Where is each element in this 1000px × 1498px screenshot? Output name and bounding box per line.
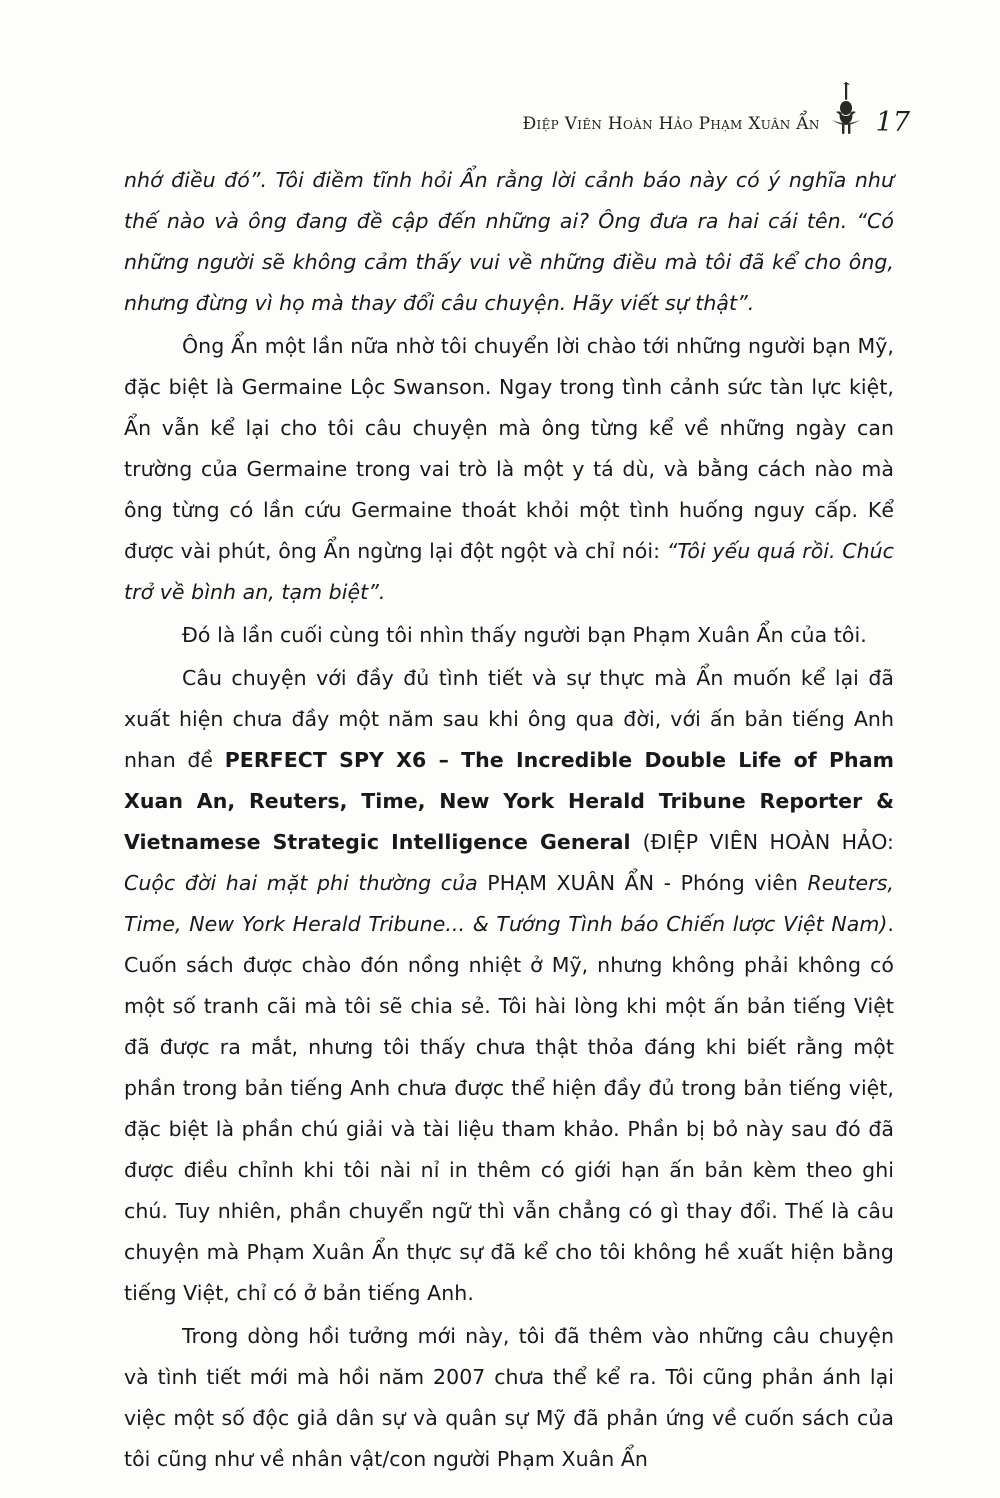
text-run: Cuộc đời hai mặt phi thường của [124,871,488,895]
text-run: (ĐIỆP VIÊN HOÀN HẢO: [642,830,894,854]
text-run: Ông Ẩn một lần nữa nhờ tôi chuyển lời chào tới những người bạn Mỹ, đặc biệt là Germaine Lộc Swanson. Ngay trong tình cảnh sức tàn lực kiệt, Ẩn vẫn kể lại cho tôi câu chuyện mà ông từng kể về những ngày can trường của Germaine trong vai trò là một y tá dù, và bằng cách nào mà ông từng có lần cứu Germaine thoát khỏi một tình huống nguy cấp. Kể được vài phút, ông Ẩn ngừng lại đột ngột và chỉ nói: [124,334,894,563]
text-run: PERFECT SPY X6 – The Incredible Double Life of Pham Xuan An, Reuters, Time, New York Herald Tribune Reporter & Vietnamese Strategic Intelligence General [124,748,894,854]
decorative-figure-ornament-icon [830,80,864,138]
text-run: Reuters, Time, New York Herald Tribune... & Tướng Tình báo Chiến lược Việt Nam) [124,871,894,936]
paragraph [124,658,894,1314]
header-book-title: Điệp Viên Hoàn Hảo Phạm Xuân Ẩn [522,114,820,134]
paragraph [124,615,894,656]
text-run: Trong dòng hồi tưởng mới này, tôi đã thêm vào những câu chuyện và tình tiết mới mà hồi năm 2007 chưa thể kể ra. Tôi cũng phản ánh lại việc một số độc giả dân sự và quân sự Mỹ đã phản ứng về cuốn sách của tôi cũng như về nhân vật/con người Phạm Xuân Ẩn [124,1324,894,1471]
paragraph [124,160,894,324]
page-body-text [124,160,894,1482]
running-header [120,78,910,138]
text-run: . Cuốn sách được chào đón nồng nhiệt ở Mỹ, nhưng không phải không có một số tranh cãi mà tôi sẽ chia sẻ. Tôi hài lòng khi một ấn bản tiếng Việt đã được ra mắt, nhưng tôi thấy chưa thật thỏa đáng khi biết rằng một phần trong bản tiếng Anh chưa được thể hiện đầy đủ trong bản tiếng việt, đặc biệt là phần chú giải và tài liệu tham khảo. Phần bị bỏ này sau đó đã được điều chỉnh khi tôi nài nỉ in thêm có giới hạn ấn bản kèm theo ghi chú. Tuy nhiên, phần chuyển ngữ thì vẫn chẳng có gì thay đổi. Thế là câu chuyện mà Phạm Xuân Ẩn thực sự đã kể cho tôi không hề xuất hiện bằng tiếng Việt, chỉ có ở bản tiếng Anh. [124,912,894,1305]
text-run: Tôi điềm tĩnh hỏi Ẩn rằng lời cảnh báo này có ý nghĩa như thế nào và ông đang đề cập đến những ai? Ông đưa ra hai cái tên. [124,168,894,233]
text-run: Câu chuyện với đầy đủ tình tiết và sự thực mà Ẩn muốn kể lại đã xuất hiện chưa đầy một năm sau khi ông qua đời, với ấn bản tiếng Anh nhan đề [124,666,894,772]
text-run: “Tôi yếu quá rồi. Chúc trở về bình an, tạm biệt”. [124,539,894,604]
page-number: 17 [875,107,910,138]
text-run: “Có những người sẽ không cảm thấy vui về những điều mà tôi đã kể cho ông, nhưng đừng vì họ mà thay đổi câu chuyện. Hãy viết sự thật”. [124,209,894,315]
text-run: nhớ điều đó”. [124,168,276,192]
text-run: PHẠM XUÂN ẨN - Phóng viên [487,871,808,895]
paragraph [124,1316,894,1480]
paragraph [124,326,894,613]
text-run: Đó là lần cuối cùng tôi nhìn thấy người bạn Phạm Xuân Ẩn của tôi. [182,623,867,647]
